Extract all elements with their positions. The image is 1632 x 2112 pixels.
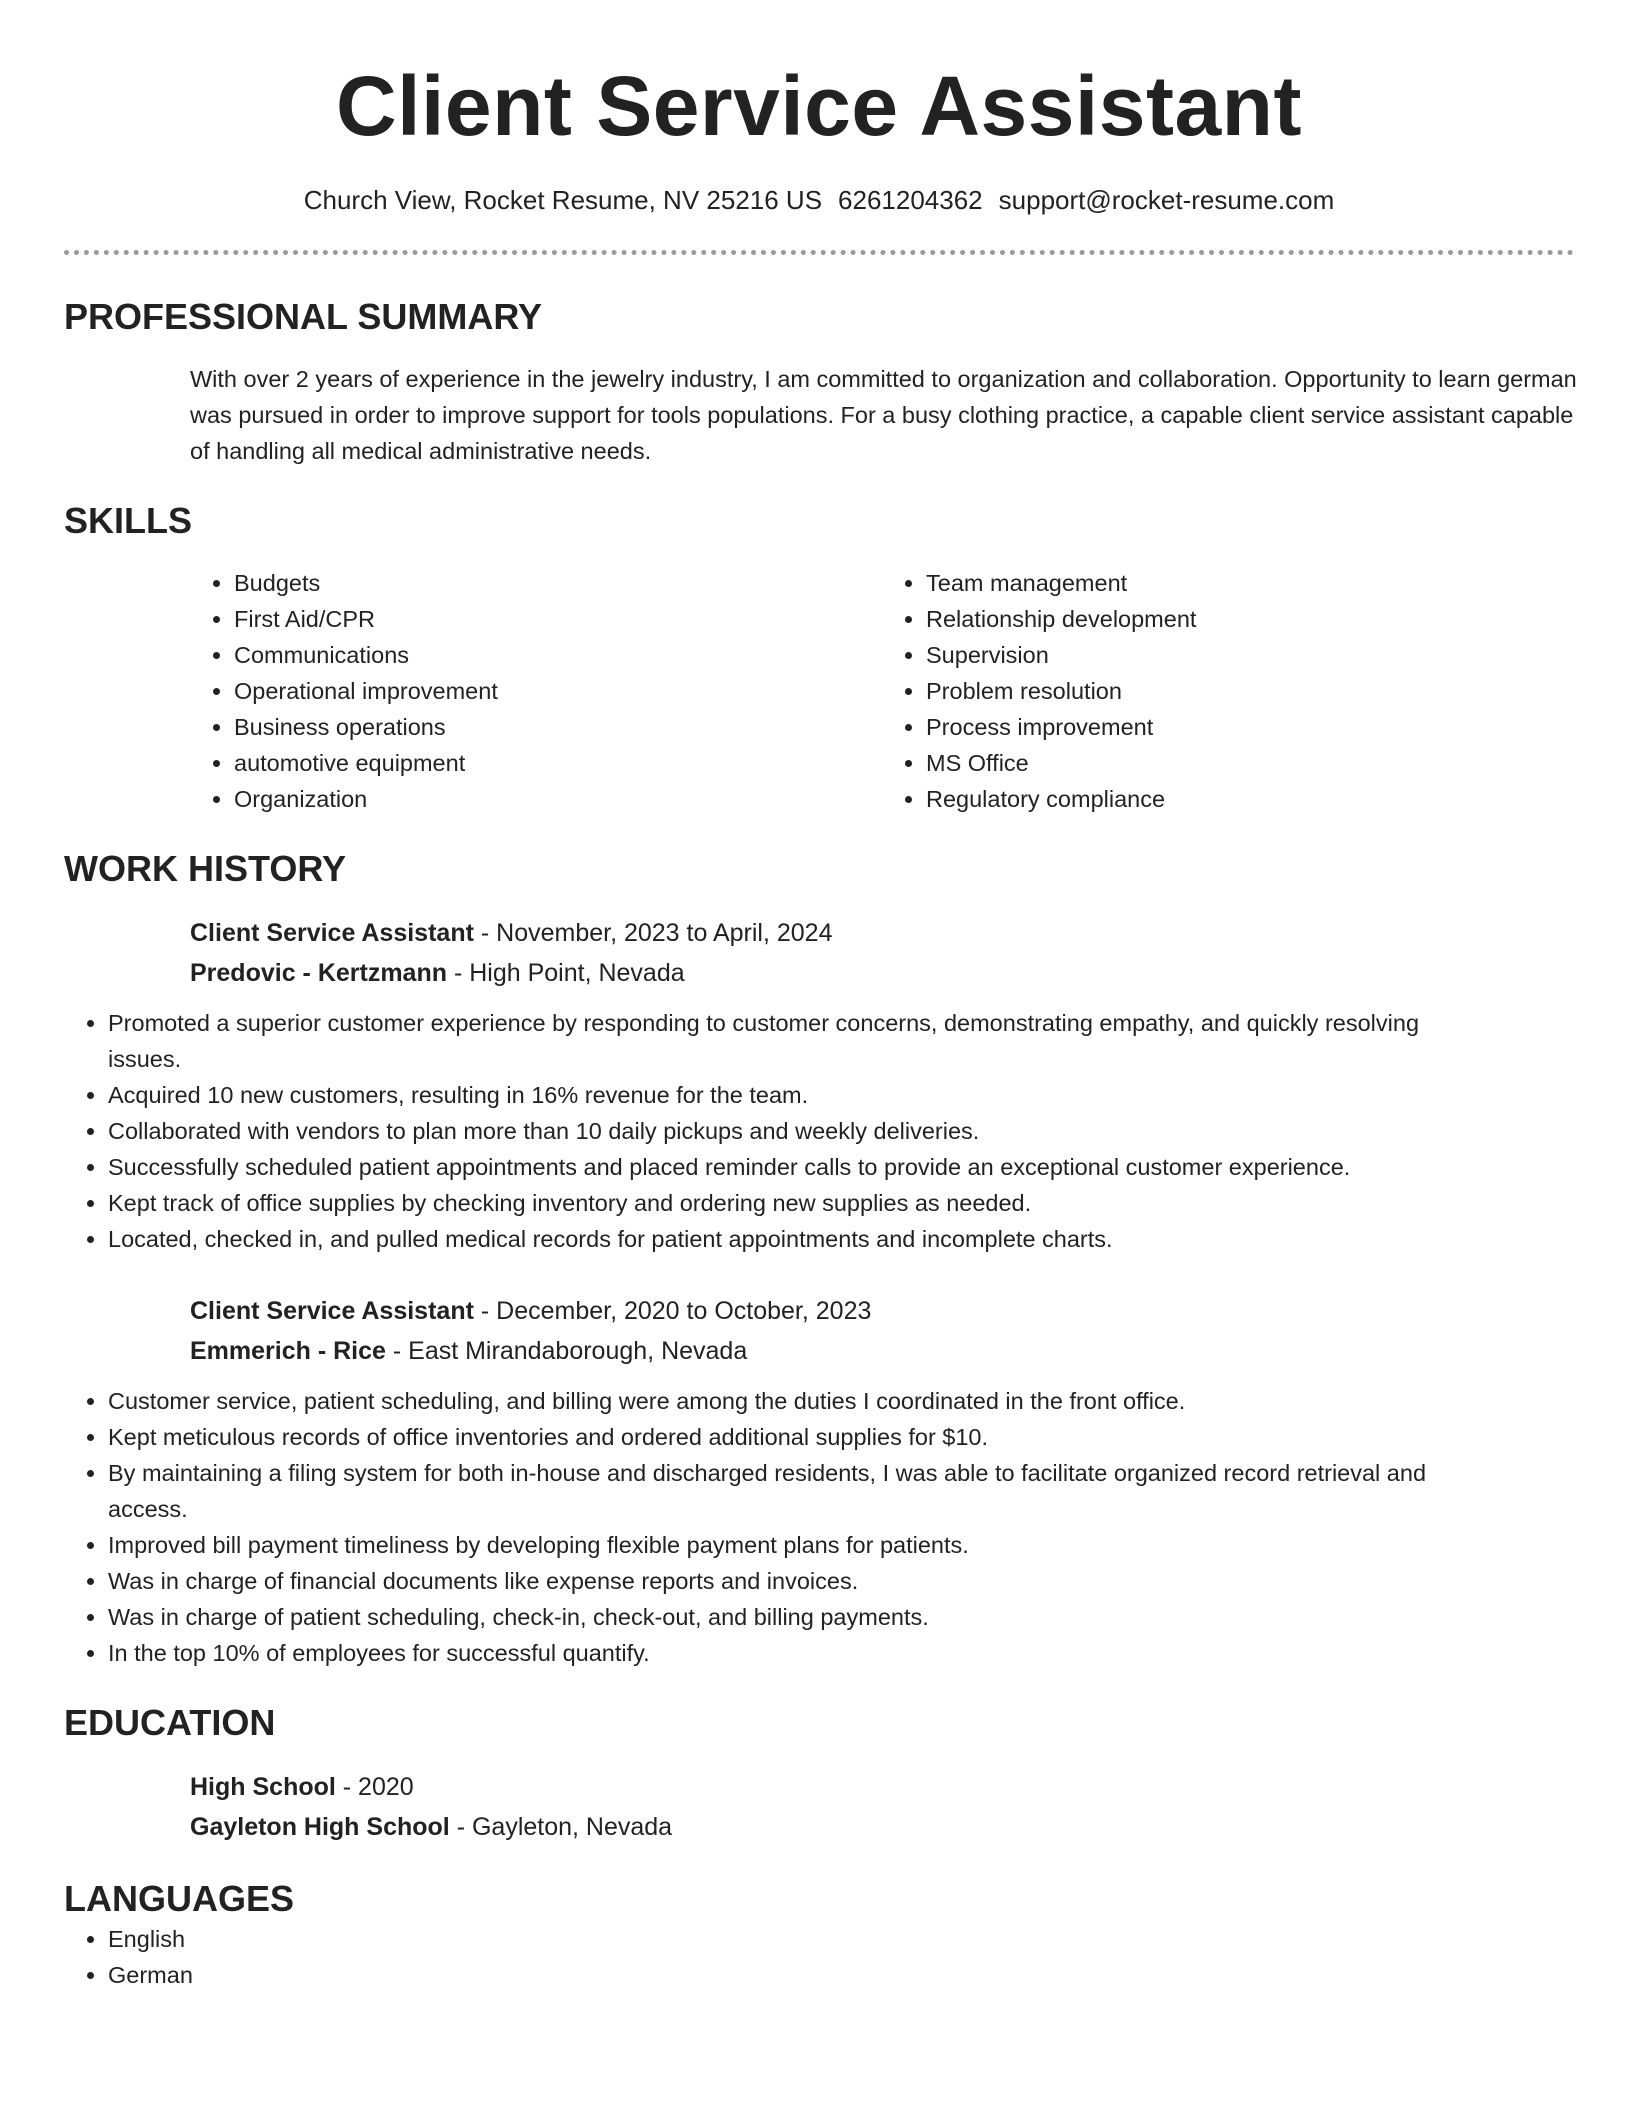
education-degree-line xyxy=(190,1767,1574,1807)
skill-item: • Budgets xyxy=(234,565,882,601)
education-school: Gayleton High School xyxy=(190,1813,450,1841)
education-degree: High School xyxy=(190,1773,336,1801)
job-bullet: • Was in charge of financial documents like expense reports and invoices. xyxy=(108,1563,1448,1599)
skill-item: • Problem resolution xyxy=(926,673,1574,709)
skills-section xyxy=(64,499,1574,817)
skill-item: • Supervision xyxy=(926,637,1574,673)
skill-item: • Communications xyxy=(234,637,882,673)
job-company: Predovic - Kertzmann xyxy=(190,959,448,987)
job-bullet: • Was in charge of patient scheduling, check-in, check-out, and billing payments. xyxy=(108,1599,1448,1635)
summary-text: With over 2 years of experience in the jewelry industry, I am committed to organization and collaboration. Opportunity to learn german was pursued in order to improve support for tools populations. For a busy clothing practice, a capable client service assistant capable of handling all medical administrative needs. xyxy=(190,366,1577,464)
contact-address: Church View, Rocket Resume, NV 25216 US xyxy=(303,185,823,215)
skill-item: • MS Office xyxy=(926,745,1574,781)
header-divider xyxy=(64,250,1574,255)
work-title: WORK HISTORY xyxy=(64,848,347,889)
job-entry xyxy=(64,1291,1574,1671)
job-location: - High Point, Nevada xyxy=(447,959,685,987)
job-company-line xyxy=(190,953,1574,993)
job-bullet: • Customer service, patient scheduling, and billing were among the duties I coordinated in the front office. xyxy=(108,1383,1448,1419)
skill-item: • Business operations xyxy=(234,709,882,745)
job-bullet: • Acquired 10 new customers, resulting in 16% revenue for the team. xyxy=(108,1077,1448,1113)
resume-page xyxy=(64,0,1577,1993)
job-company-line xyxy=(190,1331,1574,1371)
languages-list xyxy=(64,1921,1574,1993)
contact-line xyxy=(64,182,1574,218)
skill-item: • Organization xyxy=(234,781,882,817)
education-title: EDUCATION xyxy=(64,1702,276,1743)
job-company: Emmerich - Rice xyxy=(190,1337,386,1365)
language-item: • English xyxy=(108,1921,1574,1957)
job-entry xyxy=(64,913,1574,1257)
job-dates: - November, 2023 to April, 2024 xyxy=(473,919,833,947)
job-bullet: • Located, checked in, and pulled medical records for patient appointments and incomplete charts. xyxy=(108,1221,1448,1257)
skills-title: SKILLS xyxy=(64,500,193,541)
skill-item: • Operational improvement xyxy=(234,673,882,709)
job-role: Client Service Assistant xyxy=(190,1297,474,1325)
language-item: • German xyxy=(108,1957,1574,1993)
job-bullet: • Kept meticulous records of office inventories and ordered additional supplies for $10. xyxy=(108,1419,1448,1455)
skill-item: • Process improvement xyxy=(926,709,1574,745)
languages-title: LANGUAGES xyxy=(64,1878,295,1919)
skills-right-list xyxy=(882,565,1574,817)
job-bullets xyxy=(64,1005,1574,1257)
skill-item: • Relationship development xyxy=(926,601,1574,637)
education-section xyxy=(64,1701,1574,1847)
skill-item: • automotive equipment xyxy=(234,745,882,781)
skill-item: • Team management xyxy=(926,565,1574,601)
job-bullets xyxy=(64,1383,1574,1671)
job-bullet: • Improved bill payment timeliness by developing flexible payment plans for patients. xyxy=(108,1527,1448,1563)
job-bullet: • Collaborated with vendors to plan more than 10 daily pickups and weekly deliveries. xyxy=(108,1113,1448,1149)
job-location: - East Mirandaborough, Nevada xyxy=(385,1337,748,1365)
job-role-line xyxy=(190,1291,1574,1331)
contact-email: support@rocket-resume.com xyxy=(998,185,1335,215)
languages-section xyxy=(64,1877,1574,1993)
summary-section xyxy=(64,295,1577,469)
education-entry xyxy=(64,1767,1574,1847)
education-school-line xyxy=(190,1807,1574,1847)
job-role-line xyxy=(190,913,1574,953)
skills-grid xyxy=(190,565,1574,817)
job-bullet: • In the top 10% of employees for successful quantify. xyxy=(108,1635,1448,1671)
job-bullet: • Kept track of office supplies by checking inventory and ordering new supplies as needed. xyxy=(108,1185,1448,1221)
resume-name: Client Service Assistant xyxy=(336,59,1302,153)
job-bullet: • Successfully scheduled patient appointments and placed reminder calls to provide an exceptional customer experience. xyxy=(108,1149,1448,1185)
skills-left-list xyxy=(190,565,882,817)
education-year: - 2020 xyxy=(335,1773,414,1801)
job-bullet: • Promoted a superior customer experience by responding to customer concerns, demonstrating empathy, and quickly resolving issues. xyxy=(108,1005,1448,1077)
job-role: Client Service Assistant xyxy=(190,919,474,947)
work-section xyxy=(64,847,1574,1671)
job-bullet: • By maintaining a filing system for both in-house and discharged residents, I was able to facilitate organized record retrieval and access. xyxy=(108,1455,1448,1527)
skill-item: • Regulatory compliance xyxy=(926,781,1574,817)
summary-title: PROFESSIONAL SUMMARY xyxy=(64,296,543,337)
skill-item: • First Aid/CPR xyxy=(234,601,882,637)
contact-phone: 6261204362 xyxy=(838,185,983,215)
job-dates: - December, 2020 to October, 2023 xyxy=(473,1297,872,1325)
education-location: - Gayleton, Nevada xyxy=(449,1813,673,1841)
